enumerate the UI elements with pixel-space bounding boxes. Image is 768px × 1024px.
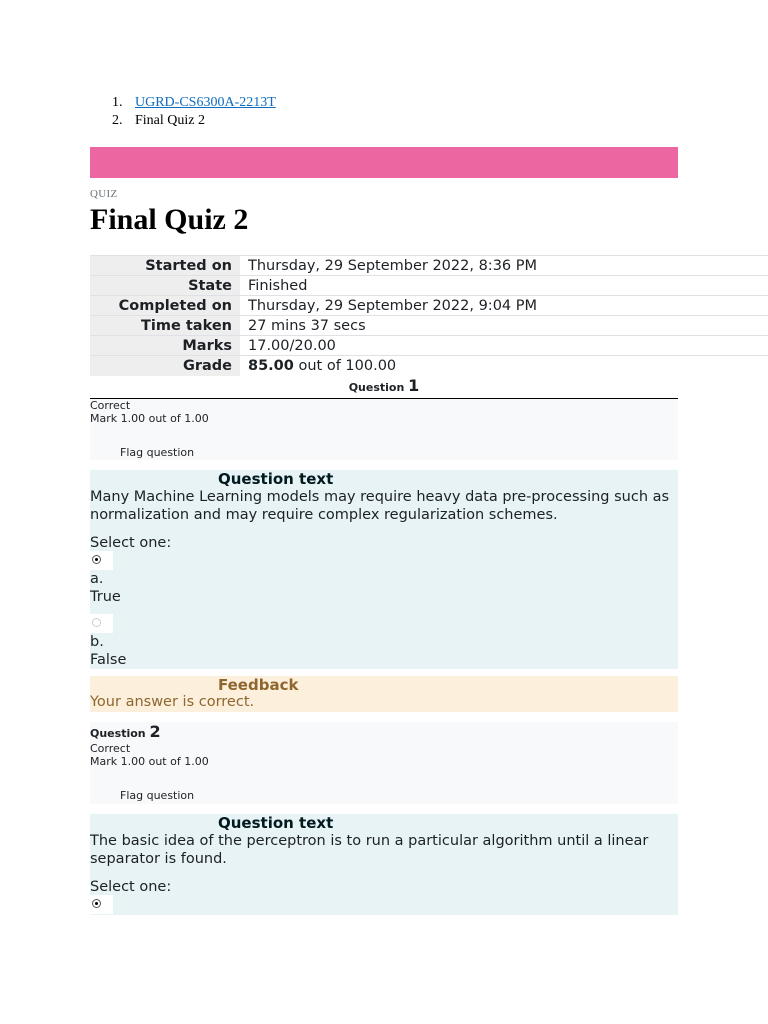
course-link[interactable]: UGRD-CS6300A-2213T	[135, 95, 276, 110]
question-status: Correct	[90, 742, 131, 755]
question-text-line: separator is found.	[90, 851, 227, 867]
table-row	[90, 276, 768, 296]
summary-value: 27 mins 37 secs	[240, 316, 768, 336]
feedback-text: Your answer is correct.	[90, 694, 255, 710]
question-text-heading: Question text	[218, 470, 334, 488]
question-number: 2	[149, 722, 161, 741]
summary-label: Marks	[90, 336, 240, 356]
flag-question-link[interactable]: Flag question	[120, 446, 195, 459]
breadcrumb-number: 1.	[112, 95, 123, 110]
question-2-content	[90, 814, 678, 915]
grade-suffix: out of 100.00	[293, 357, 397, 374]
question-text-line: Many Machine Learning models may require heavy data pre-processing such as	[90, 489, 670, 505]
radio-selected-icon[interactable]	[92, 899, 101, 908]
table-row	[90, 356, 768, 376]
radio-unselected-icon[interactable]	[92, 618, 101, 627]
question-word: Question	[90, 727, 146, 740]
breadcrumb-item-quiz	[113, 112, 276, 130]
answer-b-label: False	[90, 652, 127, 668]
answer-a-radio-cell[interactable]	[90, 895, 113, 914]
feedback-heading: Feedback	[218, 676, 299, 694]
summary-value: 17.00/20.00	[240, 336, 768, 356]
summary-label: Grade	[90, 356, 240, 376]
question-1-feedback	[90, 676, 678, 712]
question-text-line: normalization and may require complex regularization schemes.	[90, 507, 558, 523]
summary-label: Started on	[90, 256, 240, 276]
question-1-heading	[90, 376, 678, 395]
answer-a-radio-cell[interactable]	[90, 551, 113, 570]
summary-value: Thursday, 29 September 2022, 8:36 PM	[240, 256, 768, 276]
answer-b-letter: b.	[90, 634, 104, 650]
summary-label: Time taken	[90, 316, 240, 336]
question-text-heading: Question text	[218, 814, 334, 832]
flag-question-link[interactable]: Flag question	[120, 789, 195, 802]
answer-b-radio-cell[interactable]	[90, 614, 113, 633]
answer-a-letter: a.	[90, 571, 104, 587]
breadcrumb-current: Final Quiz 2	[135, 113, 205, 128]
summary-value: Thursday, 29 September 2022, 9:04 PM	[240, 296, 768, 316]
question-1-content	[90, 470, 678, 669]
table-row	[90, 316, 768, 336]
question-mark: Mark 1.00 out of 1.00	[90, 755, 209, 768]
summary-label: Completed on	[90, 296, 240, 316]
select-prompt: Select one:	[90, 879, 172, 895]
table-row	[90, 336, 768, 356]
page-title: Final Quiz 2	[90, 203, 249, 236]
select-prompt: Select one:	[90, 535, 172, 551]
breadcrumb-item-course	[113, 94, 276, 112]
question-word: Question	[348, 381, 405, 394]
summary-label: State	[90, 276, 240, 296]
radio-selected-icon[interactable]	[92, 555, 101, 564]
question-number: 1	[408, 376, 420, 395]
question-text-line: The basic idea of the perceptron is to run a particular algorithm until a linear	[90, 833, 649, 849]
breadcrumb-number: 2.	[112, 113, 123, 128]
summary-value: Finished	[240, 276, 768, 296]
attempt-summary-table	[90, 255, 768, 376]
grade-score: 85.00	[248, 357, 294, 374]
activity-type-label: QUIZ	[90, 188, 118, 200]
question-2-heading	[90, 722, 161, 741]
answer-a-label: True	[90, 589, 121, 605]
question-2-info	[90, 722, 678, 804]
question-1-info	[90, 399, 678, 460]
table-row	[90, 296, 768, 316]
question-status: Correct	[90, 399, 131, 412]
table-row	[90, 256, 768, 276]
question-mark: Mark 1.00 out of 1.00	[90, 412, 209, 425]
grade-value	[240, 356, 768, 376]
header-banner	[90, 147, 678, 178]
breadcrumb	[113, 94, 276, 130]
